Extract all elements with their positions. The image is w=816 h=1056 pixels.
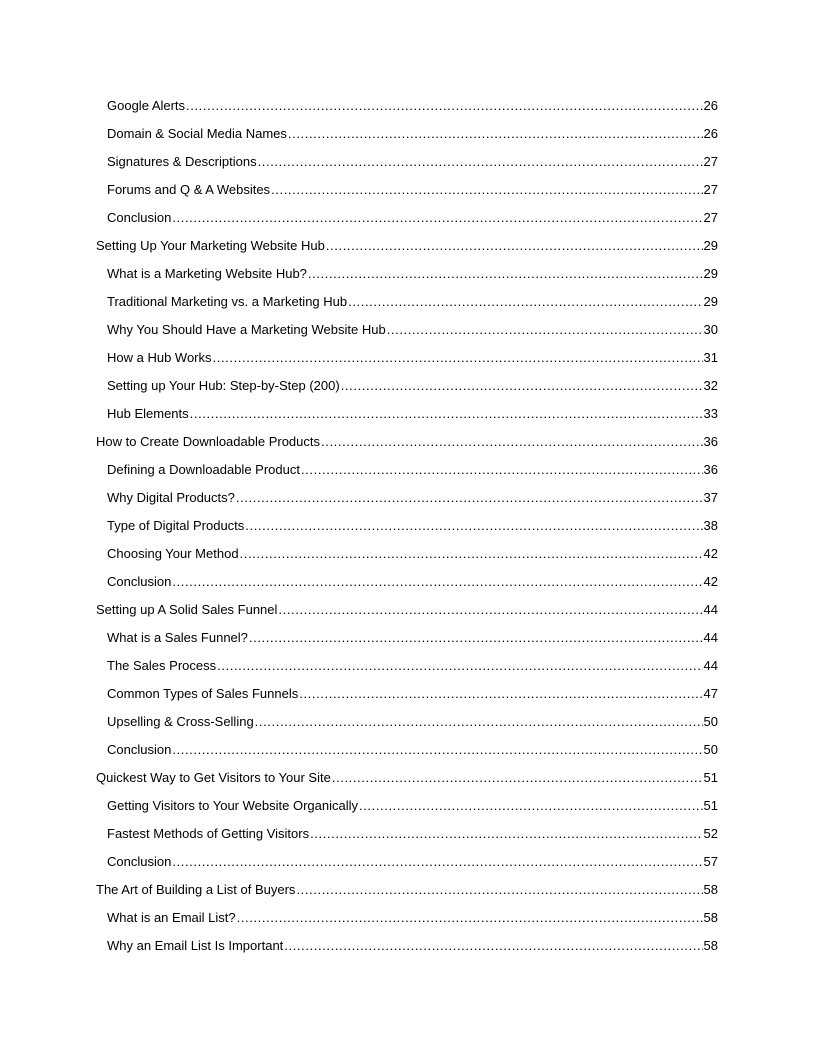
toc-section-entry[interactable]: [96, 148, 718, 176]
toc-entry-title: Choosing Your Method: [107, 546, 239, 561]
toc-section-entry[interactable]: [96, 344, 718, 372]
toc-leader-dots: [172, 204, 702, 232]
toc-entry-title: Common Types of Sales Funnels: [107, 686, 299, 701]
toc-leader-dots: [348, 288, 702, 316]
toc-section-entry[interactable]: [96, 456, 718, 484]
toc-section-entry[interactable]: [96, 848, 718, 876]
toc-entry-title: Hub Elements: [107, 406, 189, 421]
toc-page-number: 37: [703, 490, 718, 505]
toc-chapter-entry[interactable]: [96, 764, 718, 792]
toc-section-entry[interactable]: [96, 120, 718, 148]
toc-section-entry[interactable]: [96, 400, 718, 428]
toc-page-number: 44: [703, 658, 718, 673]
toc-leader-dots: [284, 932, 702, 960]
toc-entry-title: What is an Email List?: [107, 910, 236, 925]
toc-section-entry[interactable]: [96, 736, 718, 764]
toc-entry-title: Setting up Your Hub: Step-by-Step (200): [107, 378, 340, 393]
toc-leader-dots: [341, 372, 703, 400]
toc-chapter-entry[interactable]: [96, 596, 718, 624]
toc-page-number: 47: [703, 686, 718, 701]
toc-section-entry[interactable]: [96, 540, 718, 568]
toc-section-entry[interactable]: [96, 568, 718, 596]
toc-page-number: 29: [703, 238, 718, 253]
toc-leader-dots: [186, 92, 702, 120]
toc-page-number: 50: [703, 742, 718, 757]
toc-page-number: 58: [703, 910, 718, 925]
toc-leader-dots: [308, 260, 703, 288]
toc-entry-title: How to Create Downloadable Products: [96, 434, 321, 449]
toc-page-number: 27: [703, 210, 718, 225]
toc-leader-dots: [301, 456, 703, 484]
toc-leader-dots: [359, 792, 703, 820]
toc-section-entry[interactable]: [96, 260, 718, 288]
toc-leader-dots: [255, 708, 703, 736]
toc-section-entry[interactable]: [96, 92, 718, 120]
toc-entry-title: The Art of Building a List of Buyers: [96, 882, 296, 897]
toc-page-number: 29: [703, 294, 718, 309]
toc-leader-dots: [296, 876, 702, 904]
toc-entry-title: How a Hub Works: [107, 350, 212, 365]
toc-page-number: 33: [703, 406, 718, 421]
toc-entry-title: Conclusion: [107, 210, 172, 225]
toc-entry-title: Getting Visitors to Your Website Organically: [107, 798, 358, 813]
toc-page-number: 50: [703, 714, 718, 729]
toc-chapter-entry[interactable]: [96, 428, 718, 456]
toc-leader-dots: [172, 568, 702, 596]
toc-entry-title: What is a Marketing Website Hub?: [107, 266, 307, 281]
toc-entry-title: Upselling & Cross-Selling: [107, 714, 254, 729]
toc-page-number: 58: [703, 938, 718, 953]
toc-page-number: 36: [703, 462, 718, 477]
toc-section-entry[interactable]: [96, 372, 718, 400]
toc-page-number: 51: [703, 798, 718, 813]
toc-entry-title: Why Digital Products?: [107, 490, 235, 505]
toc-page-number: 38: [703, 518, 718, 533]
toc-leader-dots: [237, 904, 703, 932]
toc-chapter-entry[interactable]: [96, 232, 718, 260]
toc-entry-title: Type of Digital Products: [107, 518, 245, 533]
table-of-contents: [96, 92, 718, 960]
toc-section-entry[interactable]: [96, 820, 718, 848]
toc-page-number: 27: [703, 182, 718, 197]
toc-entry-title: Domain & Social Media Names: [107, 126, 287, 141]
toc-section-entry[interactable]: [96, 624, 718, 652]
toc-leader-dots: [387, 316, 703, 344]
toc-entry-title: The Sales Process: [107, 658, 217, 673]
toc-section-entry[interactable]: [96, 708, 718, 736]
toc-page-number: 30: [703, 322, 718, 337]
toc-page-number: 31: [703, 350, 718, 365]
toc-page-number: 42: [703, 574, 718, 589]
toc-page-number: 52: [703, 826, 718, 841]
toc-leader-dots: [332, 764, 703, 792]
toc-entry-title: What is a Sales Funnel?: [107, 630, 248, 645]
toc-entry-title: Conclusion: [107, 742, 172, 757]
toc-leader-dots: [190, 400, 703, 428]
toc-section-entry[interactable]: [96, 680, 718, 708]
toc-entry-title: Why You Should Have a Marketing Website Hub: [107, 322, 386, 337]
toc-entry-title: Setting Up Your Marketing Website Hub: [96, 238, 325, 253]
toc-leader-dots: [278, 596, 702, 624]
toc-section-entry[interactable]: [96, 484, 718, 512]
toc-leader-dots: [288, 120, 703, 148]
toc-section-entry[interactable]: [96, 792, 718, 820]
toc-entry-title: Traditional Marketing vs. a Marketing Hub: [107, 294, 348, 309]
toc-section-entry[interactable]: [96, 316, 718, 344]
toc-page-number: 58: [703, 882, 718, 897]
toc-leader-dots: [213, 344, 703, 372]
toc-leader-dots: [172, 848, 702, 876]
toc-leader-dots: [310, 820, 702, 848]
toc-entry-title: Setting up A Solid Sales Funnel: [96, 602, 278, 617]
toc-leader-dots: [321, 428, 703, 456]
toc-page-number: 26: [703, 98, 718, 113]
toc-leader-dots: [240, 540, 703, 568]
toc-page-number: 27: [703, 154, 718, 169]
toc-entry-title: Google Alerts: [107, 98, 186, 113]
toc-section-entry[interactable]: [96, 904, 718, 932]
toc-section-entry[interactable]: [96, 176, 718, 204]
toc-leader-dots: [249, 624, 703, 652]
toc-leader-dots: [245, 512, 702, 540]
toc-section-entry[interactable]: [96, 512, 718, 540]
toc-page-number: 44: [703, 630, 718, 645]
toc-leader-dots: [217, 652, 702, 680]
toc-section-entry[interactable]: [96, 932, 718, 960]
toc-leader-dots: [326, 232, 703, 260]
toc-entry-title: Quickest Way to Get Visitors to Your Site: [96, 770, 331, 785]
toc-entry-title: Why an Email List Is Important: [107, 938, 284, 953]
toc-page-number: 42: [703, 546, 718, 561]
toc-leader-dots: [299, 680, 702, 708]
toc-entry-title: Fastest Methods of Getting Visitors: [107, 826, 310, 841]
toc-leader-dots: [271, 176, 702, 204]
toc-leader-dots: [236, 484, 703, 512]
toc-entry-title: Conclusion: [107, 574, 172, 589]
toc-section-entry[interactable]: [96, 288, 718, 316]
toc-chapter-entry[interactable]: [96, 876, 718, 904]
toc-entry-title: Forums and Q & A Websites: [107, 182, 271, 197]
toc-page-number: 26: [703, 126, 718, 141]
toc-entry-title: Conclusion: [107, 854, 172, 869]
toc-section-entry[interactable]: [96, 652, 718, 680]
toc-page-number: 29: [703, 266, 718, 281]
toc-page-number: 51: [703, 770, 718, 785]
toc-section-entry[interactable]: [96, 204, 718, 232]
toc-leader-dots: [258, 148, 703, 176]
toc-page-number: 36: [703, 434, 718, 449]
toc-page-number: 32: [703, 378, 718, 393]
toc-leader-dots: [172, 736, 702, 764]
toc-page-number: 57: [703, 854, 718, 869]
toc-entry-title: Defining a Downloadable Product: [107, 462, 300, 477]
toc-page-number: 44: [703, 602, 718, 617]
toc-entry-title: Signatures & Descriptions: [107, 154, 257, 169]
